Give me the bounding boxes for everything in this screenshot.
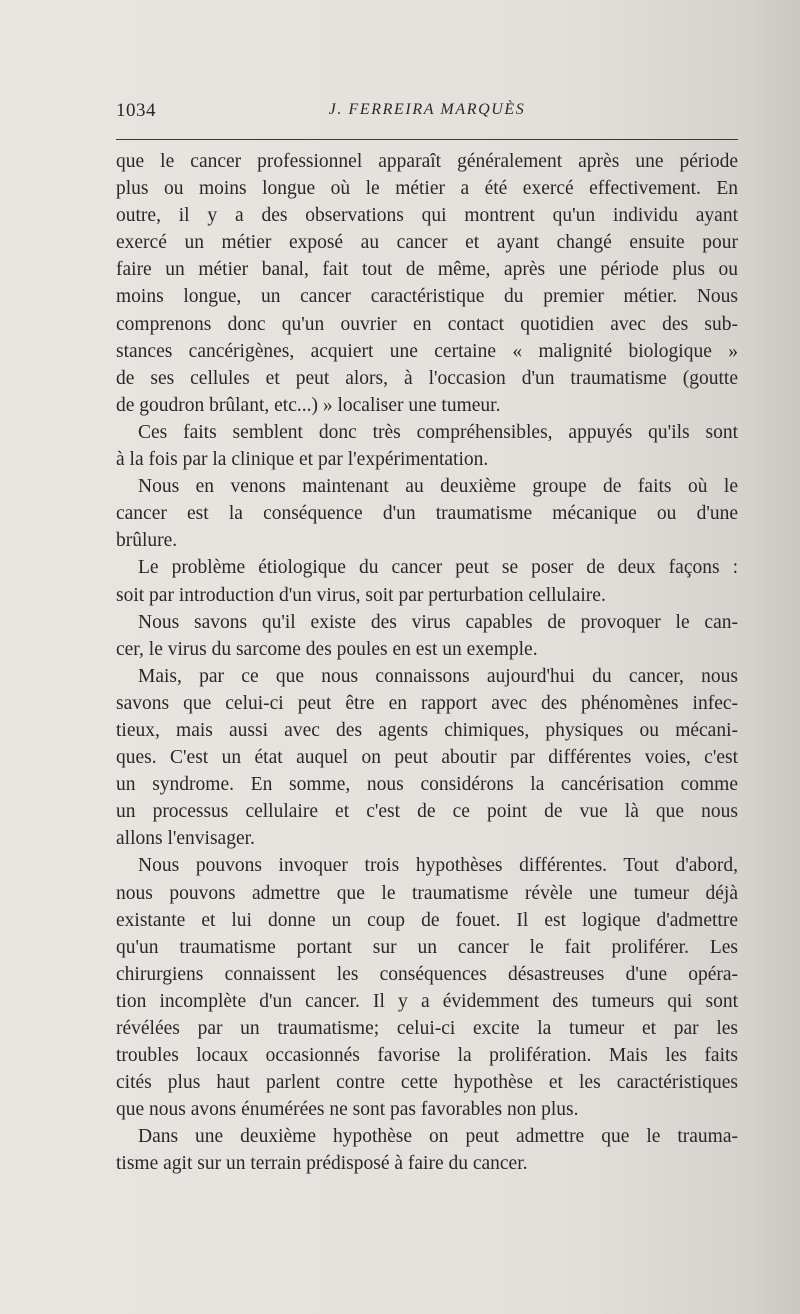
header-rule bbox=[116, 139, 738, 140]
text-line: Mais, par ce que nous connaissons aujourd'hui du cancer, nous bbox=[138, 665, 738, 687]
text-line: soit par introduction d'un virus, soit par perturbation cellulaire. bbox=[116, 584, 606, 606]
page-number: 1034 bbox=[116, 100, 156, 121]
paragraph bbox=[116, 663, 738, 853]
text-line: troubles locaux occasionnés favorise la prolifération. Mais les faits bbox=[116, 1045, 738, 1067]
paragraph bbox=[116, 419, 738, 473]
text-line: Le problème étiologique du cancer peut se poser de deux façons : bbox=[138, 557, 738, 579]
text-line: que nous avons énumérées ne sont pas favorables non plus. bbox=[116, 1099, 579, 1121]
text-line: cités plus haut parlent contre cette hypothèse et les caractéristiques bbox=[116, 1072, 738, 1094]
text-line: chirurgiens connaissent les conséquences désastreuses d'une opéra- bbox=[116, 963, 738, 985]
page-header bbox=[116, 100, 738, 126]
text-line: révélées par un traumatisme; celui-ci excite la tumeur et par les bbox=[116, 1018, 738, 1039]
text-line: ques. C'est un état auquel on peut aboutir par différentes voies, c'est bbox=[116, 747, 738, 769]
paragraph bbox=[116, 852, 738, 1123]
paragraph bbox=[116, 148, 738, 419]
text-line: plus ou moins longue où le métier a été exercé effectivement. En bbox=[116, 178, 738, 200]
text-line: Nous en venons maintenant au deuxième groupe de faits où le bbox=[138, 476, 738, 498]
text-line: allons l'envisager. bbox=[116, 828, 255, 850]
paragraph bbox=[116, 554, 738, 608]
text-line: qu'un traumatisme portant sur un cancer le fait proliférer. Les bbox=[116, 936, 738, 958]
text-line: moins longue, un cancer caractéristique du premier métier. Nous bbox=[116, 286, 738, 308]
text-line: stances cancérigènes, acquiert une certaine « malignité biologique » bbox=[116, 340, 738, 362]
body-text bbox=[116, 148, 738, 1178]
text-line: que le cancer professionnel apparaît généralement après une période bbox=[116, 151, 738, 172]
text-line: cancer est la conséquence d'un traumatisme mécanique ou d'une bbox=[116, 503, 738, 525]
text-line: Nous pouvons invoquer trois hypothèses différentes. Tout d'abord, bbox=[138, 855, 738, 877]
text-line: faire un métier banal, fait tout de même, après une période plus ou bbox=[116, 259, 738, 281]
text-line: brûlure. bbox=[116, 530, 178, 552]
text-line: un processus cellulaire et c'est de ce point de vue là que nous bbox=[116, 801, 738, 823]
text-line: savons que celui-ci peut être en rapport avec des phénomènes infec- bbox=[116, 692, 738, 714]
text-line: outre, il y a des observations qui montrent qu'un individu ayant bbox=[116, 205, 738, 227]
text-line: exercé un métier exposé au cancer et ayant changé ensuite pour bbox=[116, 232, 738, 254]
text-line: comprenons donc qu'un ouvrier en contact quotidien avec des sub- bbox=[116, 313, 738, 335]
text-line: de goudron brûlant, etc...) » localiser une tumeur. bbox=[116, 394, 501, 416]
text-line: cer, le virus du sarcome des poules en est un exemple. bbox=[116, 638, 538, 660]
text-line: nous pouvons admettre que le traumatisme révèle une tumeur déjà bbox=[116, 882, 738, 904]
paragraph bbox=[116, 1123, 738, 1177]
text-line: Dans une deuxième hypothèse on peut admettre que le trauma- bbox=[138, 1126, 738, 1148]
text-line: tieux, mais aussi avec des agents chimiques, physiques ou mécani- bbox=[116, 719, 738, 741]
text-line: à la fois par la clinique et par l'expérimentation. bbox=[116, 449, 489, 471]
text-line: Nous savons qu'il existe des virus capables de provoquer le can- bbox=[138, 611, 738, 633]
paragraph bbox=[116, 473, 738, 554]
text-line: de ses cellules et peut alors, à l'occasion d'un traumatisme (goutte bbox=[116, 367, 738, 389]
text-line: existante et lui donne un coup de fouet. Il est logique d'admettre bbox=[116, 909, 738, 931]
text-line: Ces faits semblent donc très compréhensibles, appuyés qu'ils sont bbox=[138, 421, 738, 443]
paragraph bbox=[116, 609, 738, 663]
running-head: J. FERREIRA MARQUÈS bbox=[328, 101, 526, 118]
text-line: un syndrome. En somme, nous considérons la cancérisation comme bbox=[116, 774, 738, 796]
text-line: tion incomplète d'un cancer. Il y a évidemment des tumeurs qui sont bbox=[116, 990, 738, 1012]
text-line: tisme agit sur un terrain prédisposé à faire du cancer. bbox=[116, 1153, 528, 1175]
